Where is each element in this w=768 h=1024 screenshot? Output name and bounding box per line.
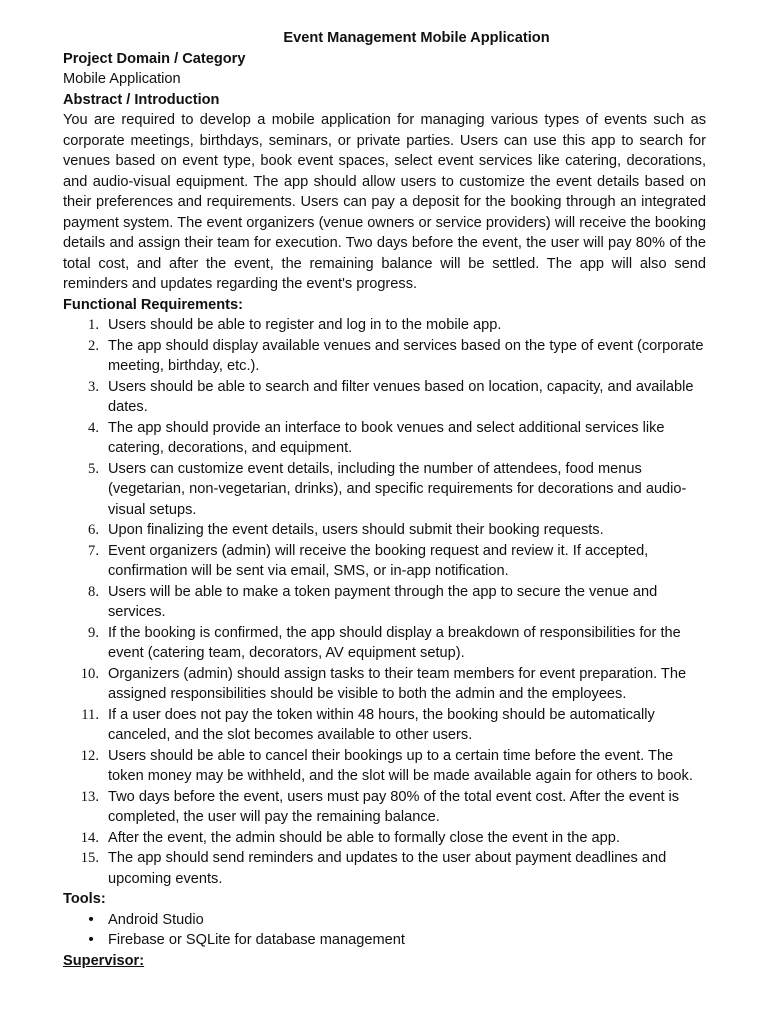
requirement-text: Users can customize event details, including the number of attendees, food menus (vegetarian, non-vegetarian, drinks), and specific requirements for decorations and audio-visual setups. [108, 460, 687, 518]
requirement-text: Users should be able to register and log in to the mobile app. [108, 317, 502, 333]
requirement-text: Organizers (admin) should assign tasks to their team members for event preparation. The assigned responsibilities should be visible to both the admin and the employees. [108, 665, 687, 702]
requirement-text: Users will be able to make a token payment through the app to secure the venue and services. [108, 583, 658, 620]
requirement-number: 8. [88, 583, 99, 600]
requirement-item [63, 459, 706, 521]
requirement-item [63, 623, 706, 664]
requirement-item [63, 582, 706, 623]
document-title: Event Management Mobile Application [283, 30, 550, 46]
tools-heading: Tools: [63, 891, 106, 907]
domain-value: Mobile Application [63, 71, 181, 87]
supervisor-heading: Supervisor: [63, 952, 145, 969]
requirement-text: The app should send reminders and updates to the user about payment deadlines and upcoming events. [108, 850, 667, 887]
requirement-number: 10. [80, 665, 99, 682]
requirement-number: 12. [80, 747, 99, 764]
requirement-number: 14. [80, 829, 99, 846]
requirement-number: 9. [88, 624, 99, 641]
requirement-item [63, 828, 706, 849]
requirement-text: Upon finalizing the event details, users should submit their booking requests. [108, 522, 604, 538]
requirement-text: Event organizers (admin) will receive the booking request and review it. If accepted, confirmation will be sent via email, SMS, or in-app notification. [108, 542, 649, 579]
requirement-number: 13. [80, 788, 99, 805]
requirement-number: 5. [88, 460, 99, 477]
tools-list [63, 910, 706, 951]
requirement-number: 1. [88, 317, 99, 333]
requirement-number: 4. [88, 419, 99, 436]
requirement-text: Users should be able to cancel their bookings up to a certain time before the event. The token money may be withheld, and the slot will be made available again for others to book. [108, 747, 693, 784]
tool-text: Android Studio [108, 911, 204, 928]
domain-heading: Project Domain / Category [63, 50, 246, 67]
requirement-item [63, 848, 706, 889]
requirement-item [63, 664, 706, 705]
requirement-number: 11. [81, 706, 99, 723]
requirement-text: The app should provide an interface to book venues and select additional services like catering, decorations, and equipment. [108, 419, 665, 456]
requirement-number: 3. [88, 378, 99, 395]
requirement-text: Users should be able to search and filter venues based on location, capacity, and available dates. [108, 378, 694, 415]
tool-text: Firebase or SQLite for database management [108, 932, 405, 948]
requirement-item [63, 336, 706, 377]
requirement-item [63, 746, 706, 787]
abstract-paragraph: You are required to develop a mobile application for managing various types of events such as corporate meetings, birthdays, seminars, or private parties. Users can use this app to search for venues based on event type, book event spaces, select event services like catering, decorations, and audio-visual equipment. The app should allow users to customize the event details based on their preferences and requirements. Users can pay a deposit for the booking through an integrated payment system. The event organizers (venue owners or service providers) will receive the booking details and assign their team for execution. Two days before the event, the user will pay 80% of the total cost, and after the event, the remaining balance will be settled. The app will also send reminders and updates regarding the event's progress. [63, 112, 706, 292]
requirement-text: Two days before the event, users must pay 80% of the total event cost. After the event is completed, the user will pay the remaining balance. [108, 788, 680, 825]
tool-item [63, 930, 706, 951]
requirement-text: If a user does not pay the token within 48 hours, the booking should be automatically canceled, and the slot becomes available to other users. [108, 706, 655, 743]
bullet-icon: • [86, 910, 96, 928]
requirements-list [63, 315, 706, 889]
requirement-number: 6. [88, 522, 99, 538]
abstract-heading: Abstract / Introduction [63, 91, 220, 108]
requirement-item [63, 541, 706, 582]
requirement-item [63, 315, 706, 336]
requirement-item [63, 418, 706, 459]
document-page [63, 28, 706, 971]
requirement-item [63, 787, 706, 828]
tool-item [63, 910, 706, 931]
requirement-text: If the booking is confirmed, the app should display a breakdown of responsibilities for the event (catering team, decorators, AV equipment setup). [108, 624, 681, 661]
requirement-item [63, 520, 706, 541]
requirement-number: 7. [88, 542, 99, 559]
requirement-number: 15. [80, 850, 99, 866]
requirement-item [63, 705, 706, 746]
requirement-text: After the event, the admin should be able to formally close the event in the app. [108, 829, 620, 846]
functional-requirements-heading: Functional Requirements: [63, 296, 244, 313]
bullet-icon: • [86, 931, 96, 948]
requirement-number: 2. [88, 337, 99, 354]
requirement-item [63, 377, 706, 418]
requirement-text: The app should display available venues and services based on the type of event (corporate meeting, birthday, etc.). [108, 337, 704, 374]
